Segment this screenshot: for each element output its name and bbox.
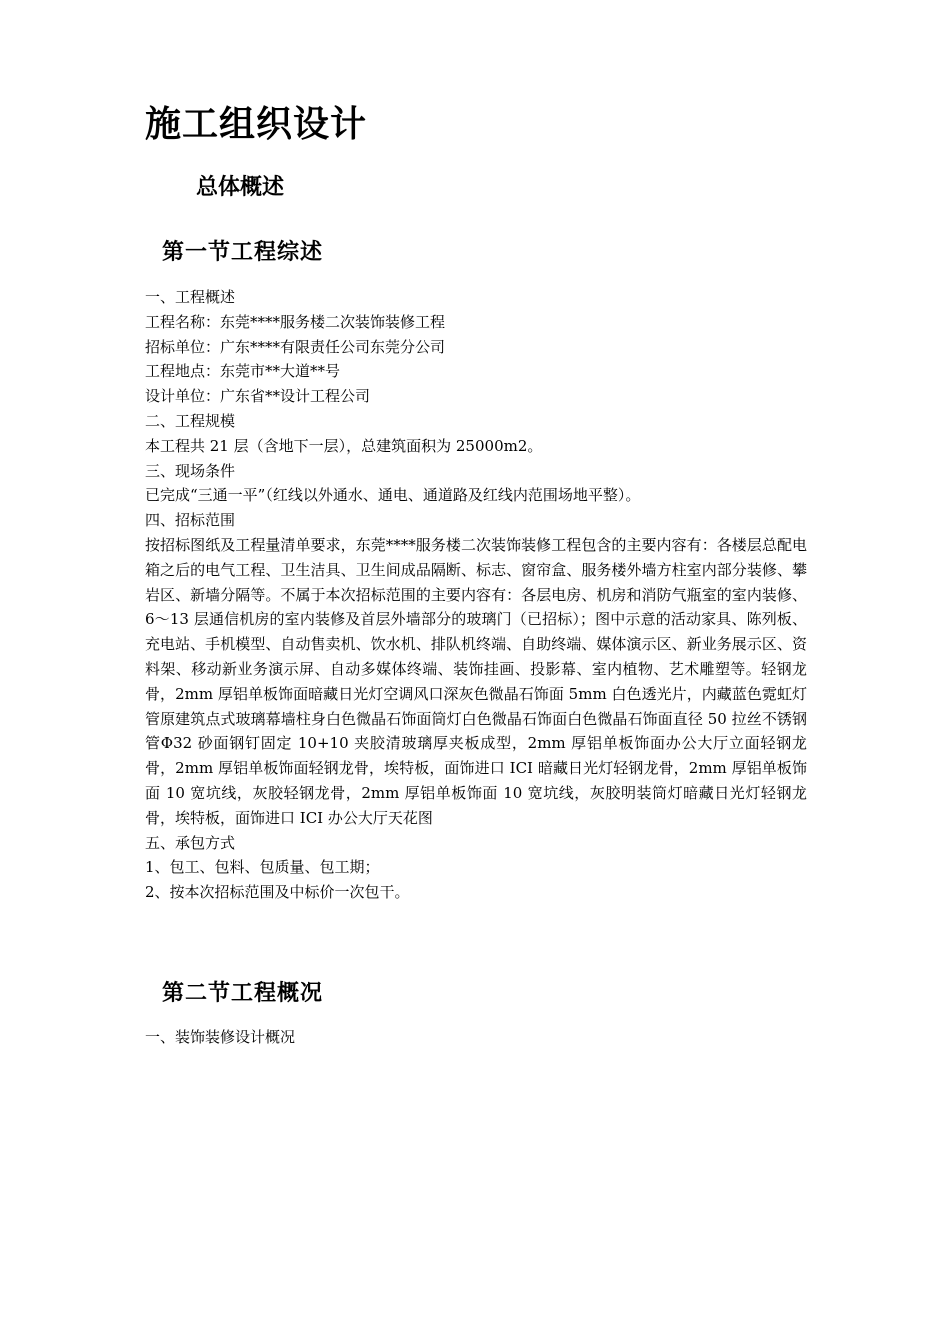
project-name: 工程名称：东莞****服务楼二次装饰装修工程 xyxy=(145,312,446,331)
design-overview-heading: 一、装饰装修设计概况 xyxy=(145,1028,296,1046)
design-unit: 设计单位：广东省**设计工程公司 xyxy=(145,387,371,406)
scale-heading: 二、工程规模 xyxy=(145,411,236,430)
section1-body xyxy=(145,285,807,905)
scale-text: 本工程共 21 层（含地下一层），总建筑面积为 25000m2。 xyxy=(145,436,543,455)
contract-item-1: 1、包工、包料、包质量、包工期； xyxy=(145,858,380,877)
overview-heading: 一、工程概述 xyxy=(145,288,236,306)
contract-item-2: 2、按本次招标范围及中标价一次包干。 xyxy=(145,883,410,902)
site-text: 已完成“三通一平”（红线以外通水、通电、通道路及红线内范围场地平整）。 xyxy=(145,486,641,505)
document-title: 施工组织设计 xyxy=(145,104,368,145)
scope-heading: 四、招标范围 xyxy=(145,511,236,530)
contract-heading: 五、承包方式 xyxy=(145,833,236,852)
chapter-title: 总体概述 xyxy=(196,175,285,200)
site-heading: 三、现场条件 xyxy=(145,461,236,480)
section1-heading: 第一节工程综述 xyxy=(162,240,324,265)
section2-heading: 第二节工程概况 xyxy=(162,981,324,1006)
scope-text: 按招标图纸及工程量清单要求，东莞****服务楼二次装饰装修工程包含的主要内容有：各楼层总配电箱之后的电气工程、卫生洁具、卫生间成品隔断、标志、窗帘盒、服务楼外墙方柱室内部分装修、攀岩区、新墙分隔等。不属于本次招标范围的主要内容有：各层电房、机房和消防气瓶室的室内装修、6～13 层通信机房的室内装修及首层外墙部分的玻璃门（已招标）；图中示意的活动家具、陈列板、充电站、手机模型、自动售卖机、饮水机、排队机终端、自助终端、媒体演示区、新业务展示区、资料架、移动新业务演示屏、自动多媒体终端、装饰挂画、投影幕、室内植物、艺术雕塑等。轻钢龙骨，2mm 厚铝单板饰面暗藏日光灯空调风口深灰色微晶石饰面 5mm 白色透光片，内藏蓝色霓虹灯管原建筑点式玻璃幕墙柱身白色微晶石饰面筒灯白色微晶石饰面白色微晶石饰面直径 50 拉丝不锈钢管Φ32 砂面钢钉固定 10+10 夹胶清玻璃厚夹板成型，2mm 厚铝单板饰面办公大厅立面轻钢龙骨，2mm 厚铝单板饰面轻钢龙骨，埃特板，面饰进口 ICI 暗藏日光灯轻钢龙骨，2mm 厚铝单板饰面 10 宽坑线，灰胶轻钢龙骨，2mm 厚铝单板饰面 10 宽坑线，灰胶明装筒灯暗藏日光灯轻钢龙骨，埃特板，面饰进口 ICI 办公大厅天花图 xyxy=(145,535,807,827)
section2-body xyxy=(145,1025,807,1050)
project-location: 工程地点：东莞市**大道**号 xyxy=(145,362,341,381)
bidding-unit: 招标单位：广东****有限责任公司东莞分公司 xyxy=(145,337,446,356)
